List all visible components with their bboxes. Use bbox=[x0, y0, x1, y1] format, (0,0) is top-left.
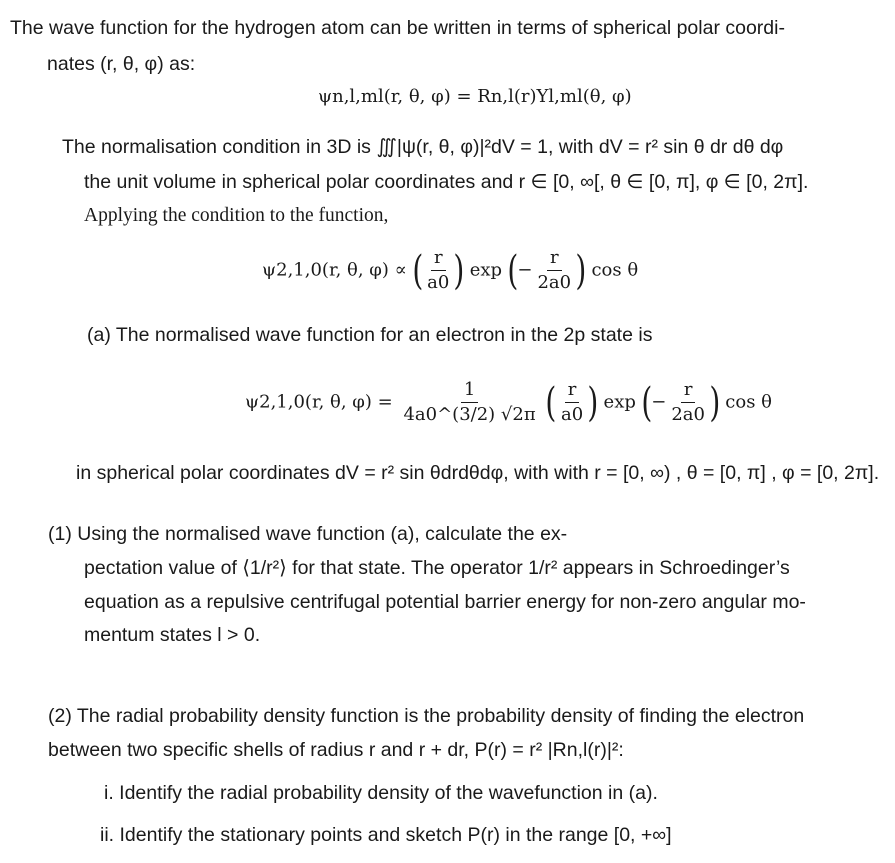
eq2-lhs: ψ2,1,0(r, θ, φ) ∝ bbox=[262, 259, 407, 281]
eq3-lhs: ψ2,1,0(r, θ, φ) = bbox=[245, 391, 393, 413]
eq2-frac2-num: r bbox=[547, 248, 562, 271]
coords-line: in spherical polar coordinates dV = r² sin θdrdθdφ, with with r = [0, ∞) , θ = [0, π] , φ = [0, 2π]. bbox=[76, 462, 880, 484]
eq2-paren-close-2: ) bbox=[575, 247, 587, 294]
equation-proportional-wavefunction: ψ2,1,0(r, θ, φ) ∝ ( $\frac{r}{a0}$ ) exp (− $\frac{r}{2a0}$ ) cos θ bbox=[262, 247, 639, 294]
eq2-exp: exp bbox=[469, 259, 503, 281]
eq2-frac-num: r bbox=[431, 248, 446, 271]
equation-wavefunction-separation: ψn,l,ml(r, θ, φ) = Rn,l(r)Yl,ml(θ, φ) bbox=[318, 86, 632, 107]
question1-line-1: (1) Using the normalised wave function (a), calculate the ex- bbox=[48, 523, 568, 545]
eq3-frac3-den: 2a0 bbox=[671, 404, 705, 425]
eq3-frac2-num: r bbox=[565, 380, 580, 403]
eq2-cos: cos θ bbox=[591, 259, 639, 281]
question1-line-2: pectation value of ⟨1/r²⟩ for that state. The operator 1/r² appears in Schroedinger’s bbox=[84, 557, 790, 579]
equation-normalised-wavefunction: ψ2,1,0(r, θ, φ) = $\frac{1}{4a0\^{}(3/2) √2\pi}$ ( $\frac{r}{a0}$ ) exp (− $\frac{r}{2a0}$ ) cos θ bbox=[245, 379, 773, 426]
eq3-exp: exp bbox=[603, 391, 636, 413]
normalisation-line-3: Applying the condition to the function, bbox=[84, 205, 389, 226]
question2-item-2: ii. Identify the stationary points and sketch P(r) in the range [0, +∞] bbox=[100, 824, 672, 846]
eq3-paren-open: ( bbox=[545, 379, 557, 426]
eq2-frac2-den: 2a0 bbox=[537, 272, 572, 293]
question2-line-1: (2) The radial probability density function is the probability density of finding the electron bbox=[48, 705, 805, 727]
part-a-label: (a) The normalised wave function for an electron in the 2p state is bbox=[87, 324, 653, 346]
intro-line-2: nates (r, θ, φ) as: bbox=[47, 53, 196, 75]
question1-line-4: mentum states l > 0. bbox=[84, 624, 261, 646]
eq2-paren-open-2: ( bbox=[507, 247, 519, 294]
eq3-fraction-r-over-2a0 bbox=[668, 380, 708, 425]
eq3-paren-close-2: ) bbox=[709, 379, 721, 426]
eq3-frac2-den: a0 bbox=[561, 404, 584, 425]
eq3-paren-open-2: ( bbox=[640, 379, 652, 426]
question1-line-3: equation as a repulsive centrifugal potential barrier energy for non-zero angular mo- bbox=[84, 591, 806, 613]
normalisation-line-1: The normalisation condition in 3D is ∭|ψ(r, θ, φ)|²dV = 1, with dV = r² sin θ dr dθ dφ bbox=[62, 136, 784, 158]
eq2-fraction-r-over-2a0 bbox=[534, 248, 574, 293]
eq2-frac-den: a0 bbox=[427, 272, 450, 293]
normalisation-line-2: the unit volume in spherical polar coordinates and r ∈ [0, ∞[, θ ∈ [0, π], φ ∈ [0, 2π]. bbox=[84, 171, 809, 193]
question2-item-1: i. Identify the radial probability density of the wavefunction in (a). bbox=[104, 782, 658, 804]
eq2-paren-open: ( bbox=[411, 247, 423, 294]
eq3-frac-den: 4a0^(3/2) √2π bbox=[403, 404, 536, 425]
eq2-paren-close: ) bbox=[453, 247, 465, 294]
eq3-fraction-r-over-a0 bbox=[558, 380, 586, 425]
eq3-frac-num: 1 bbox=[461, 380, 478, 403]
question2-line-2: between two specific shells of radius r and r + dr, P(r) = r² |Rn,l(r)|²: bbox=[48, 739, 624, 761]
intro-line-1: The wave function for the hydrogen atom can be written in terms of spherical polar coordi- bbox=[10, 17, 785, 39]
eq3-paren-close: ) bbox=[587, 379, 599, 426]
eq3-fraction-normalisation bbox=[400, 380, 538, 425]
eq3-frac3-num: r bbox=[681, 380, 696, 403]
eq2-fraction-r-over-a0 bbox=[424, 248, 452, 293]
eq3-cos: cos θ bbox=[725, 391, 773, 413]
